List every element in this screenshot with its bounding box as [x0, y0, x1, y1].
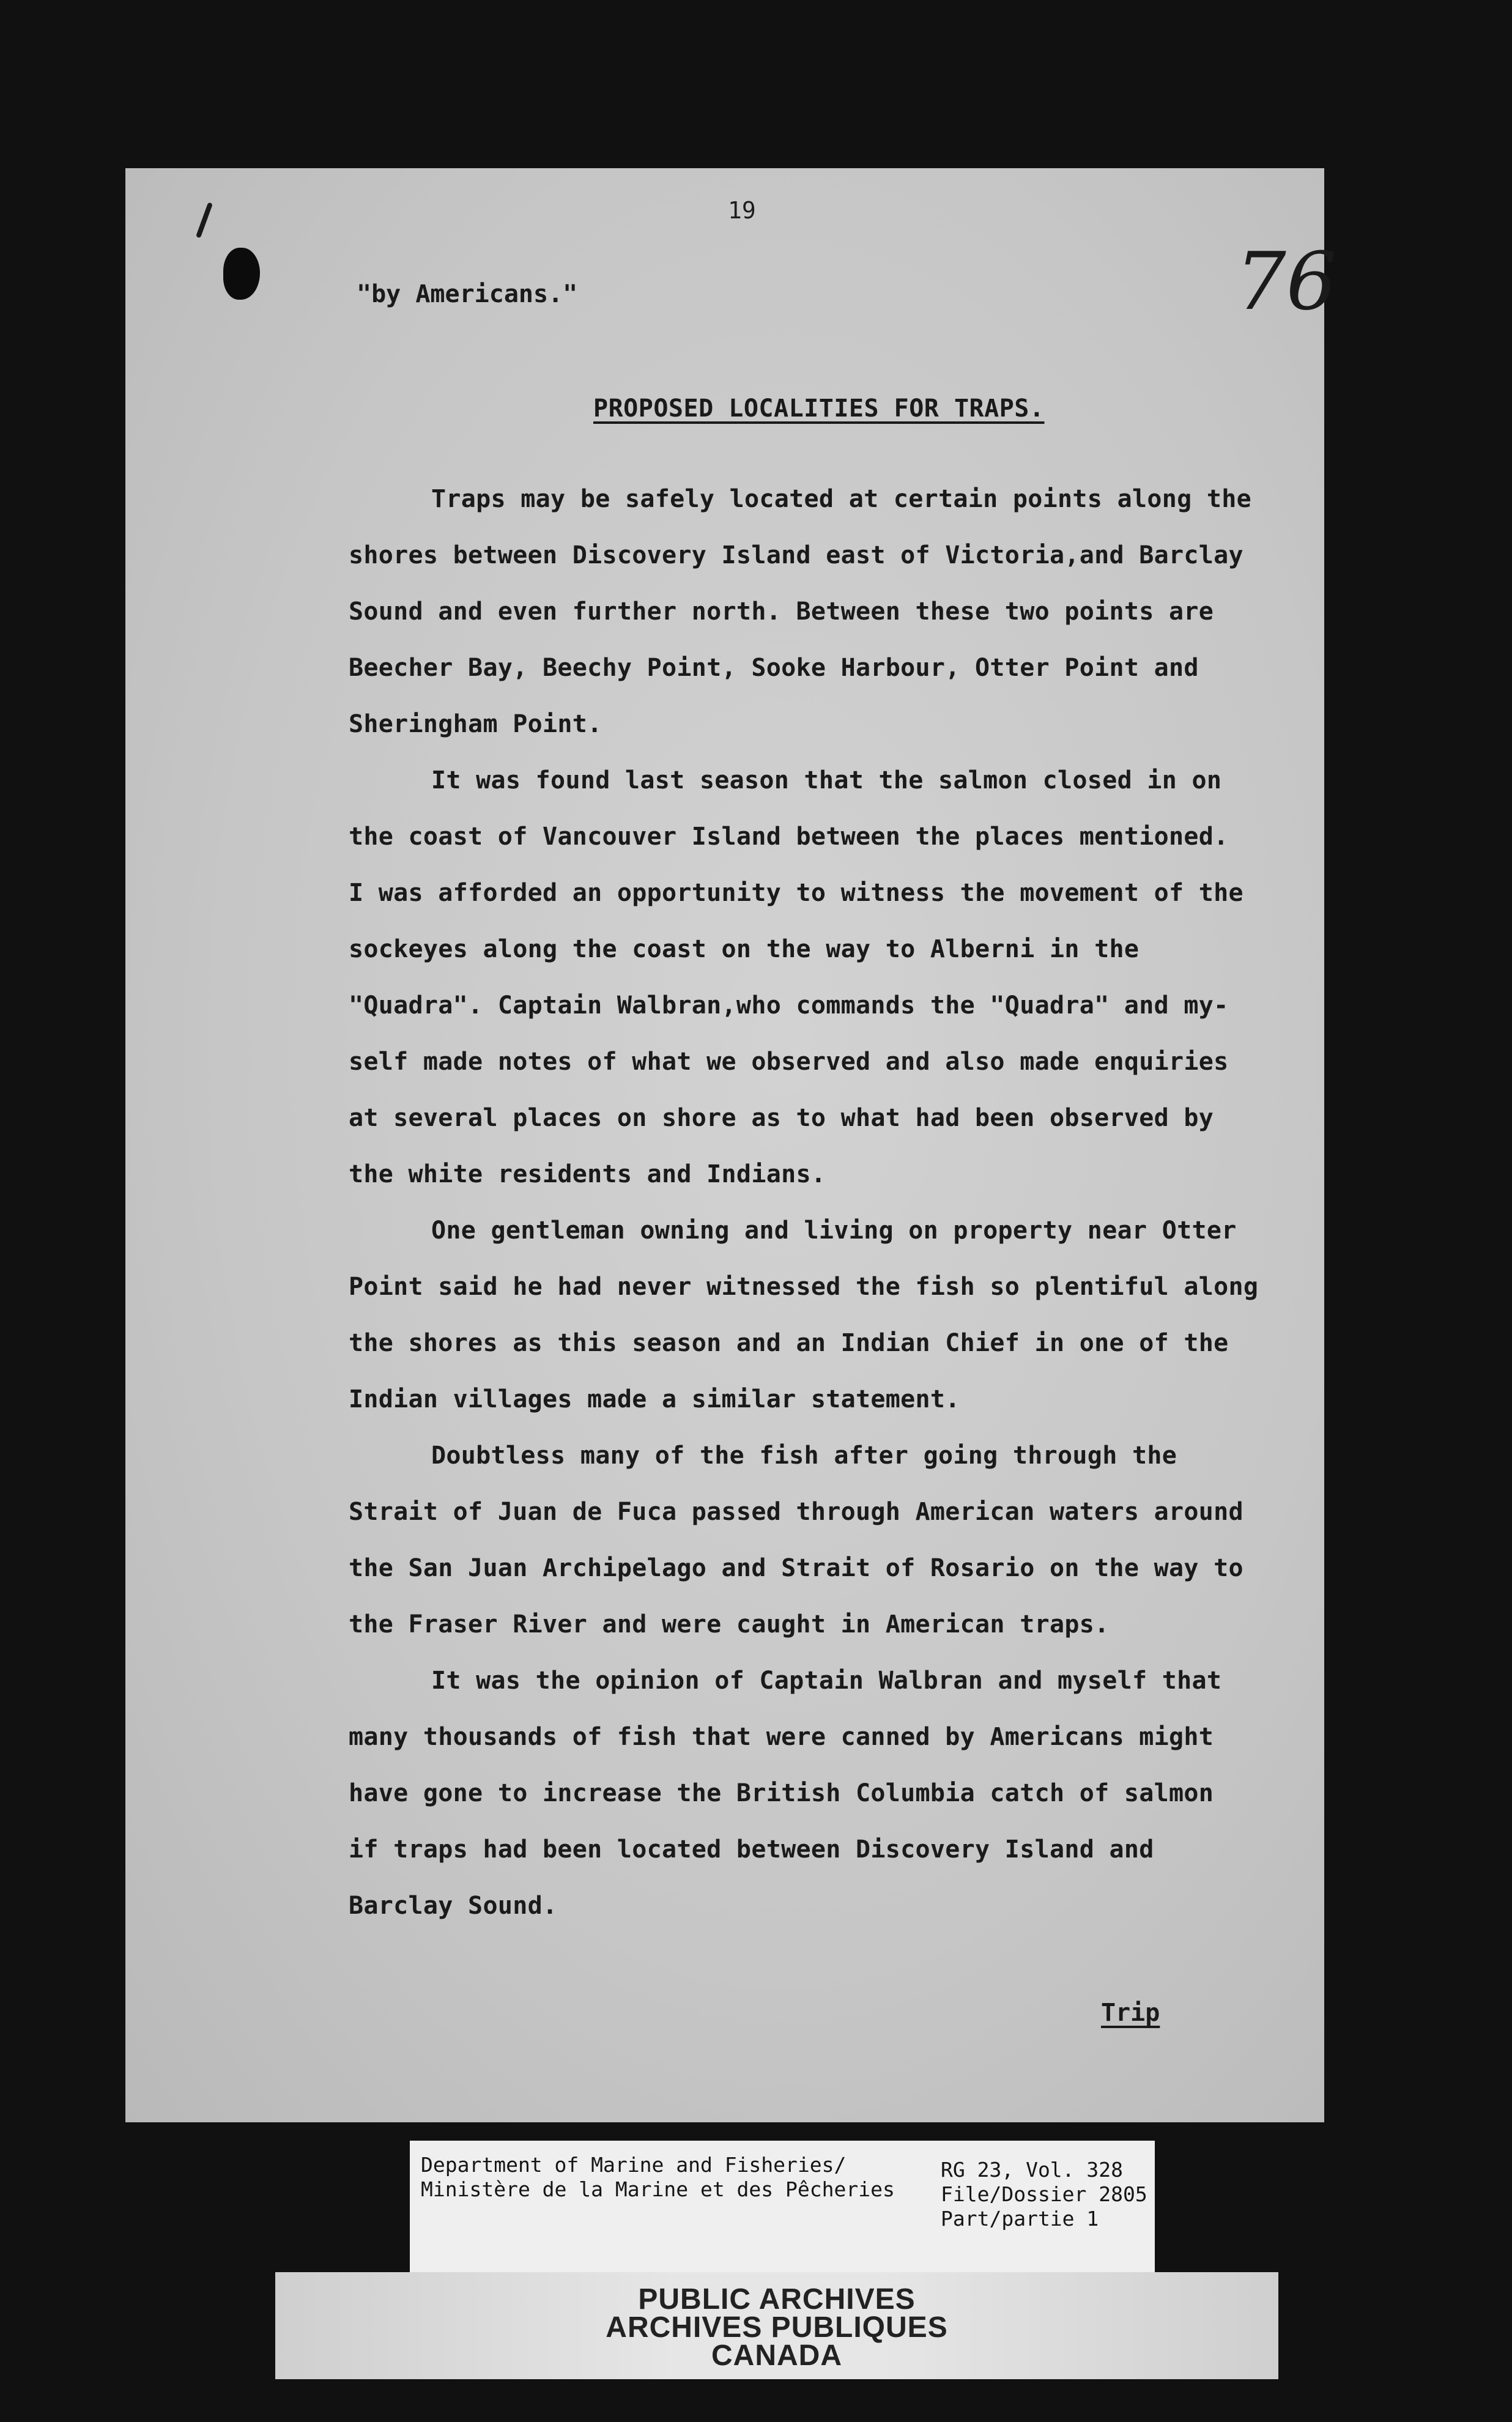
stamp-line-2: ARCHIVES PUBLIQUES	[606, 2311, 948, 2344]
archives-stamp	[275, 2272, 1278, 2379]
section-heading: PROPOSED LOCALITIES FOR TRAPS.	[593, 394, 1045, 423]
paragraph-2: It was found last season that the salmon closed in on the coast of Vancouver Island between the places mentioned. I was afforded an opportunity to witness the movement of the sockeyes along the coast on the way to Alberni in the "Quadra". Captain Walbran,who commands the "Quadra" and my- self made notes of what we observed and also made enquiries at several places on shore as to what had been observed by the white residents and Indians.	[349, 766, 1243, 1188]
department-french: Ministère de la Marine et des Pêcheries	[421, 2177, 895, 2201]
stamp-line-3: CANADA	[711, 2339, 842, 2372]
catchword: Trip	[1101, 1999, 1160, 2027]
body-text	[349, 471, 1266, 1934]
reference-block	[941, 2158, 1147, 2231]
department-english: Department of Marine and Fisheries/	[421, 2153, 847, 2177]
paragraph-1: Traps may be safely located at certain points along the shores between Discovery Island east of Victoria,and Barclay Sound and even further north. Between these two points are Beecher Bay, Beechy Point, Sooke Harbour, Otter Point and Sheringham Point.	[349, 485, 1252, 738]
file-number: File/Dossier 2805	[941, 2182, 1147, 2206]
department-block	[421, 2153, 895, 2202]
stamp-line-1: PUBLIC ARCHIVES	[638, 2283, 916, 2316]
part-number: Part/partie 1	[941, 2207, 1099, 2231]
archive-label	[410, 2141, 1155, 2272]
handwritten-folio-number: 76	[1236, 235, 1337, 328]
continued-line: "by Americans."	[357, 280, 578, 308]
paragraph-3: One gentleman owning and living on property near Otter Point said he had never witnessed the fish so plentiful along the shores as this season and an Indian Chief in one of the Indian villages made a similar statement.	[349, 1217, 1259, 1413]
paragraph-5: It was the opinion of Captain Walbran and myself that many thousands of fish that were canned by Americans might have gone to increase the British Columbia catch of salmon if traps had been located between Discovery Island and Barclay Sound.	[349, 1667, 1222, 1920]
paragraph-4: Doubtless many of the fish after going through the Strait of Juan de Fuca passed through American waters around the San Juan Archipelago and Strait of Rosario on the way to the Fraser River and were caught in American traps.	[349, 1442, 1243, 1639]
record-group: RG 23, Vol. 328	[941, 2158, 1124, 2182]
page-number: 19	[728, 197, 756, 224]
